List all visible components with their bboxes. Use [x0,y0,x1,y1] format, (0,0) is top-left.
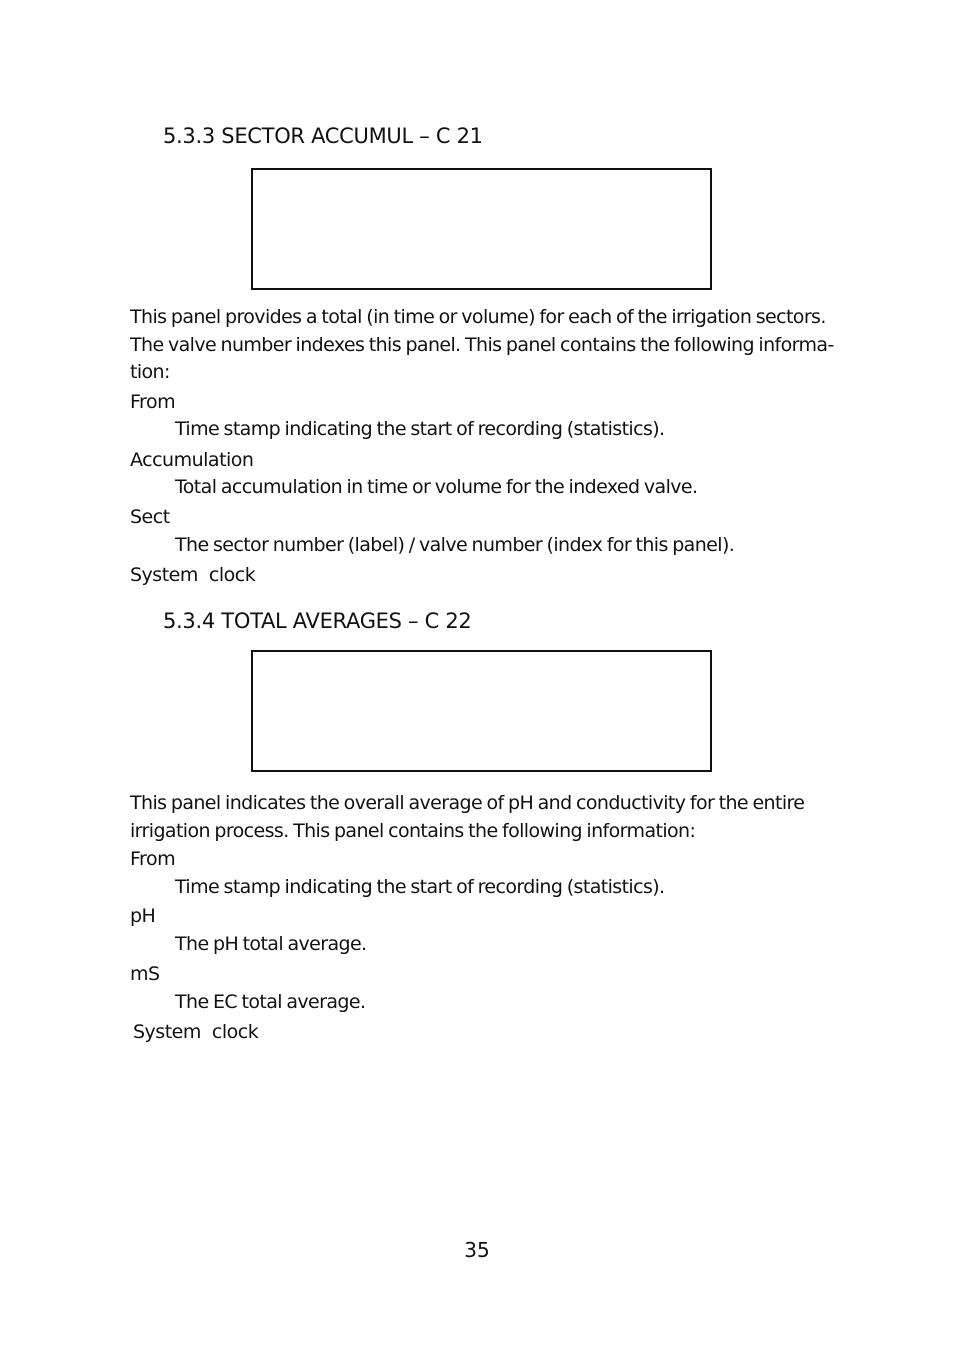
field-description-from: Time stamp indicating the start of recording (statistics). [175,418,665,440]
panel-screen-box-c21 [251,168,712,290]
field-description-accumulation: Total accumulation in time or volume for the indexed valve. [175,476,698,498]
field-description-ms: The EC total average. [175,991,366,1013]
field-term-system-clock: System clock [130,564,256,586]
intro-line: irrigation process. This panel contains the following information: [130,819,696,842]
intro-line: This panel provides a total (in time or volume) for each of the irrigation sectors. [130,306,826,328]
field-term-ph: pH [130,905,156,927]
field-description-ph: The pH total average. [175,933,367,955]
page-number: 35 [464,1238,490,1262]
field-description-from: Time stamp indicating the start of recording (statistics). [175,876,665,898]
field-term-accumulation: Accumulation [130,449,254,471]
intro-line: This panel indicates the overall average of pH and conductivity for the entire [130,792,805,814]
intro-line: tion: [130,361,170,383]
field-term-ms: mS [130,963,160,985]
field-term-system-clock: System clock [133,1021,259,1043]
field-term-from: From [130,848,176,870]
field-term-from: From [130,391,176,413]
field-term-sect: Sect [130,506,170,528]
field-description-sect: The sector number (label) / valve number (index for this panel). [175,534,735,556]
intro-line: The valve number indexes this panel. This panel contains the following informa- [130,333,834,356]
section-heading-sector-accumul: 5.3.3 SECTOR ACCUMUL – C 21 [163,124,483,148]
panel-screen-box-c22 [251,650,712,772]
section-heading-total-averages: 5.3.4 TOTAL AVERAGES – C 22 [163,609,472,633]
section-intro-paragraph [130,304,834,387]
section-intro-paragraph [130,790,830,845]
